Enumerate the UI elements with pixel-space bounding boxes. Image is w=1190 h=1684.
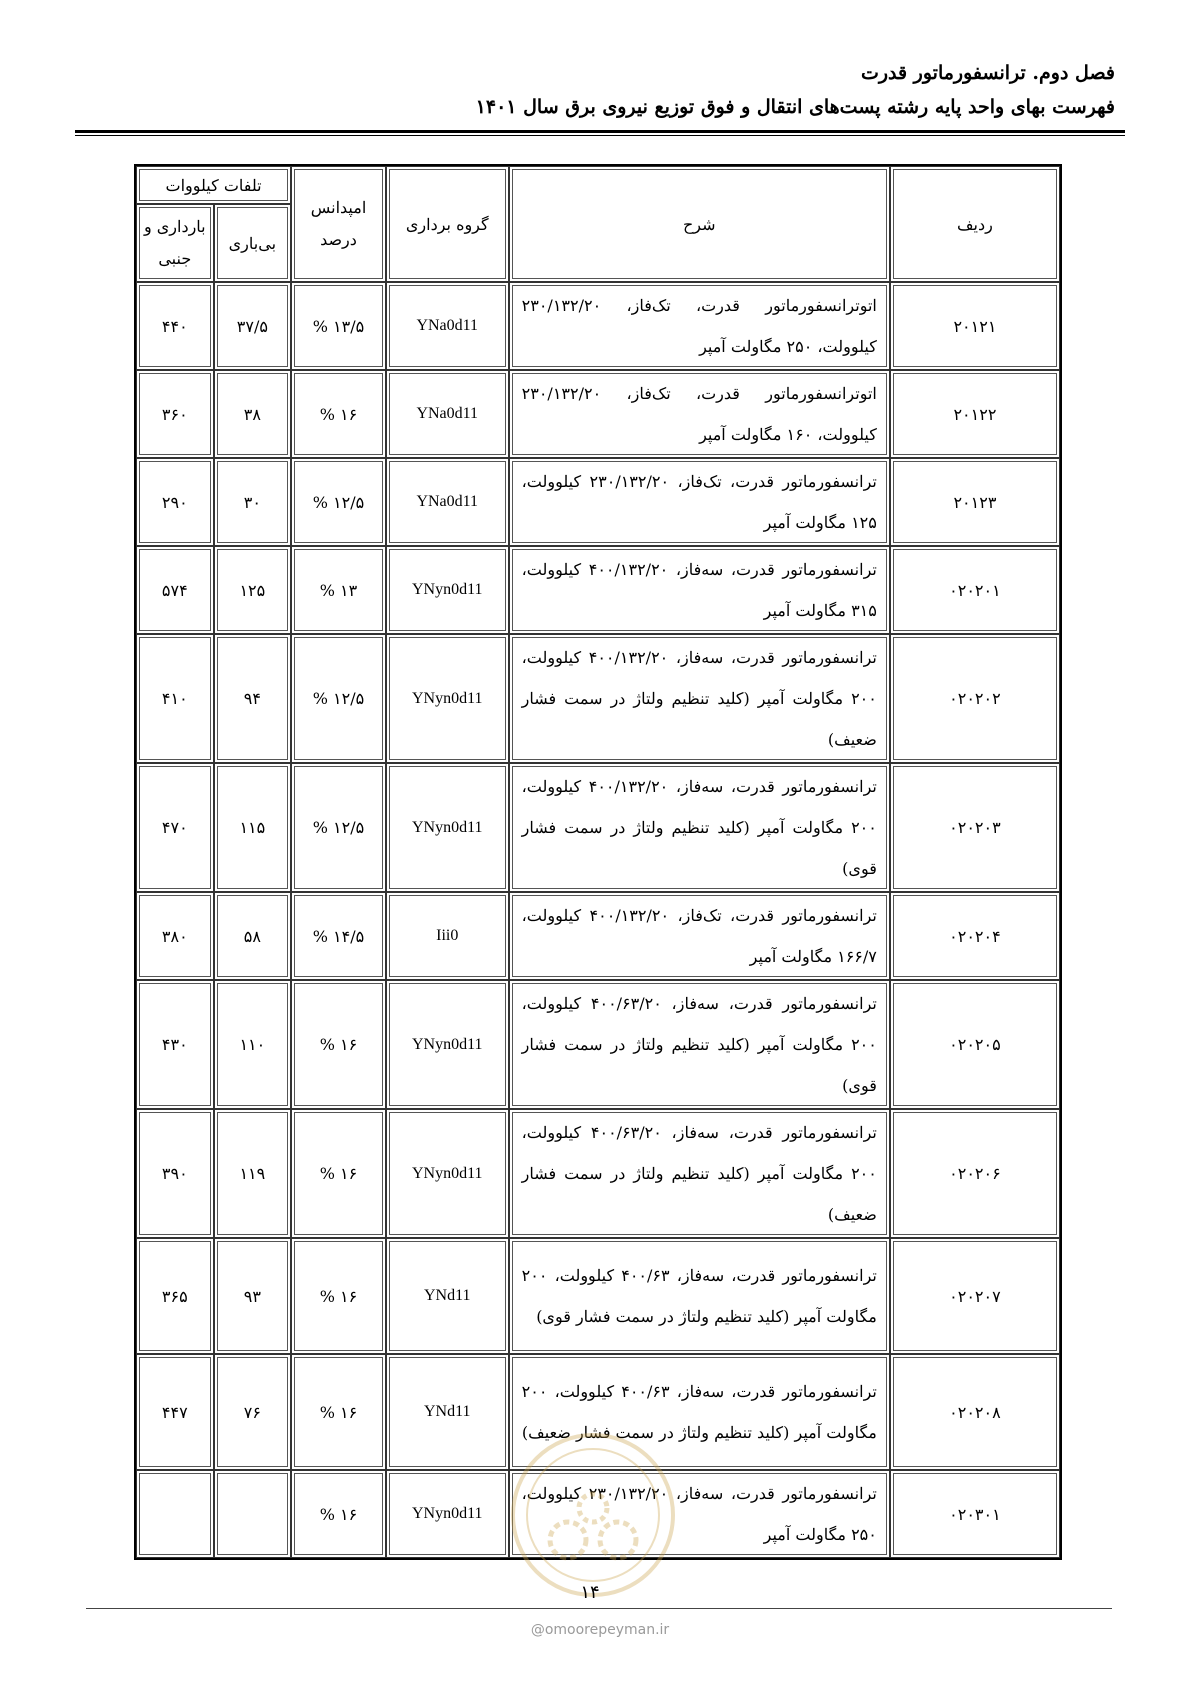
row-vector-group: YNyn0d11 (386, 546, 509, 634)
row-vector-group: YNyn0d11 (386, 1109, 509, 1238)
row-load-loss: ۲۹۰ (136, 458, 214, 546)
table-row (136, 282, 1060, 370)
table-row (136, 370, 1060, 458)
page-header (75, 58, 1115, 124)
row-impedance: ۱۲/۵ % (291, 458, 386, 546)
header-rule (75, 130, 1125, 133)
row-description: ترانسفورماتور قدرت، سه‌فاز، ۲۳۰/۱۳۲/۲۰ کیلوولت، ۲۵۰ مگاولت آمپر (509, 1470, 890, 1558)
row-no-load-loss: ۳۸ (214, 370, 292, 458)
table-row (136, 1238, 1060, 1354)
row-load-loss: ۳۸۰ (136, 892, 214, 980)
row-code: ۰۲۰۲۰۳ (890, 763, 1060, 892)
row-description: اتوترانسفورماتور قدرت، تک‌فاز، ۲۳۰/۱۳۲/۲۰ کیلوولت، ۲۵۰ مگاولت آمپر (509, 282, 890, 370)
row-no-load-loss: ۷۶ (214, 1354, 292, 1470)
row-description: ترانسفورماتور قدرت، سه‌فاز، ۴۰۰/۱۳۲/۲۰ کیلوولت، ۲۰۰ مگاولت آمپر (کلید تنظیم ولتاژ در سمت فشار قوی) (509, 763, 890, 892)
row-code: ۰۲۰۲۰۵ (890, 980, 1060, 1109)
row-impedance: ۱۶ % (291, 1109, 386, 1238)
row-vector-group: YNd11 (386, 1238, 509, 1354)
row-description: ترانسفورماتور قدرت، سه‌فاز، ۴۰۰/۱۳۲/۲۰ کیلوولت، ۲۰۰ مگاولت آمپر (کلید تنظیم ولتاژ در سمت فشار ضعیف) (509, 634, 890, 763)
table-row (136, 458, 1060, 546)
header-losses: تلفات کیلووات (136, 166, 291, 204)
table-row (136, 763, 1060, 892)
row-load-loss: ۳۶۰ (136, 370, 214, 458)
row-load-loss: ۴۱۰ (136, 634, 214, 763)
price-table (134, 164, 1062, 1560)
row-no-load-loss: ۹۴ (214, 634, 292, 763)
row-no-load-loss: ۳۷/۵ (214, 282, 292, 370)
table-row (136, 980, 1060, 1109)
row-vector-group: YNd11 (386, 1354, 509, 1470)
row-vector-group: YNa0d11 (386, 458, 509, 546)
row-vector-group: Iii0 (386, 892, 509, 980)
header-rule-thin (75, 135, 1125, 136)
row-impedance: ۱۳/۵ % (291, 282, 386, 370)
header-impedance: امپدانس درصد (291, 166, 386, 282)
row-description: ترانسفورماتور قدرت، تک‌فاز، ۲۳۰/۱۳۲/۲۰ کیلوولت، ۱۲۵ مگاولت آمپر (509, 458, 890, 546)
chapter-title: فصل دوم. ترانسفورماتور قدرت (860, 62, 1115, 84)
row-no-load-loss: ۳۰ (214, 458, 292, 546)
row-code: ۲۰۱۲۲ (890, 370, 1060, 458)
row-impedance: ۱۶ % (291, 1470, 386, 1558)
row-load-loss: ۴۴۰ (136, 282, 214, 370)
row-description: ترانسفورماتور قدرت، تک‌فاز، ۴۰۰/۱۳۲/۲۰ کیلوولت، ۱۶۶/۷ مگاولت آمپر (509, 892, 890, 980)
row-load-loss: ۳۶۵ (136, 1238, 214, 1354)
row-load-loss: ۳۹۰ (136, 1109, 214, 1238)
row-load-loss (136, 1470, 214, 1558)
row-code: ۰۲۰۲۰۱ (890, 546, 1060, 634)
row-impedance: ۱۴/۵ % (291, 892, 386, 980)
row-description: ترانسفورماتور قدرت، سه‌فاز، ۴۰۰/۶۳/۲۰ کیلوولت، ۲۰۰ مگاولت آمپر (کلید تنظیم ولتاژ در سمت فشار ضعیف) (509, 1109, 890, 1238)
row-impedance: ۱۲/۵ % (291, 763, 386, 892)
row-impedance: ۱۶ % (291, 370, 386, 458)
row-description: اتوترانسفورماتور قدرت، تک‌فاز، ۲۳۰/۱۳۲/۲۰ کیلوولت، ۱۶۰ مگاولت آمپر (509, 370, 890, 458)
footer-rule (86, 1608, 1112, 1609)
row-description: ترانسفورماتور قدرت، سه‌فاز، ۴۰۰/۶۳/۲۰ کیلوولت، ۲۰۰ مگاولت آمپر (کلید تنظیم ولتاژ در سمت فشار قوی) (509, 980, 890, 1109)
row-code: ۰۲۰۲۰۴ (890, 892, 1060, 980)
row-vector-group: YNa0d11 (386, 370, 509, 458)
row-no-load-loss (214, 1470, 292, 1558)
row-no-load-loss: ۹۳ (214, 1238, 292, 1354)
row-vector-group: YNyn0d11 (386, 980, 509, 1109)
row-load-loss: ۴۴۷ (136, 1354, 214, 1470)
row-no-load-loss: ۱۲۵ (214, 546, 292, 634)
row-description: ترانسفورماتور قدرت، سه‌فاز، ۴۰۰/۶۳ کیلوولت، ۲۰۰ مگاولت آمپر (کلید تنظیم ولتاژ در سمت فشار ضعیف) (509, 1354, 890, 1470)
row-impedance: ۱۶ % (291, 1354, 386, 1470)
header-description: شرح (509, 166, 890, 282)
row-vector-group: YNa0d11 (386, 282, 509, 370)
table-row (136, 546, 1060, 634)
row-no-load-loss: ۱۱۵ (214, 763, 292, 892)
header-no-load: بی‌باری (214, 204, 292, 282)
row-vector-group: YNyn0d11 (386, 634, 509, 763)
row-description: ترانسفورماتور قدرت، سه‌فاز، ۴۰۰/۶۳ کیلوولت، ۲۰۰ مگاولت آمپر (کلید تنظیم ولتاژ در سمت فشار قوی) (509, 1238, 890, 1354)
table-row (136, 1109, 1060, 1238)
row-impedance: ۱۶ % (291, 980, 386, 1109)
row-vector-group: YNyn0d11 (386, 1470, 509, 1558)
row-load-loss: ۴۳۰ (136, 980, 214, 1109)
document-subtitle: فهرست بهای واحد پایه رشته پست‌های انتقال و فوق توزیع نیروی برق سال ۱۴۰۱ (475, 96, 1115, 118)
row-no-load-loss: ۱۱۰ (214, 980, 292, 1109)
header-row-no: ردیف (890, 166, 1060, 282)
row-code: ۰۲۰۲۰۶ (890, 1109, 1060, 1238)
row-description: ترانسفورماتور قدرت، سه‌فاز، ۴۰۰/۱۳۲/۲۰ کیلوولت، ۳۱۵ مگاولت آمپر (509, 546, 890, 634)
row-code: ۰۲۰۲۰۲ (890, 634, 1060, 763)
row-no-load-loss: ۱۱۹ (214, 1109, 292, 1238)
row-load-loss: ۵۷۴ (136, 546, 214, 634)
row-load-loss: ۴۷۰ (136, 763, 214, 892)
site-watermark-text: @omoorepeyman.ir (530, 1622, 670, 1638)
table-row (136, 892, 1060, 980)
table-row (136, 634, 1060, 763)
row-code: ۲۰۱۲۱ (890, 282, 1060, 370)
row-no-load-loss: ۵۸ (214, 892, 292, 980)
row-code: ۰۲۰۳۰۱ (890, 1470, 1060, 1558)
watermark-seal (508, 1430, 678, 1600)
row-impedance: ۱۶ % (291, 1238, 386, 1354)
header-load: بارداری و جنبی (136, 204, 214, 282)
row-code: ۰۲۰۲۰۸ (890, 1354, 1060, 1470)
row-vector-group: YNyn0d11 (386, 763, 509, 892)
row-code: ۲۰۱۲۳ (890, 458, 1060, 546)
row-impedance: ۱۳ % (291, 546, 386, 634)
page-number: ۱۴ (580, 1582, 600, 1603)
row-code: ۰۲۰۲۰۷ (890, 1238, 1060, 1354)
header-vector-group: گروه برداری (386, 166, 509, 282)
row-impedance: ۱۲/۵ % (291, 634, 386, 763)
